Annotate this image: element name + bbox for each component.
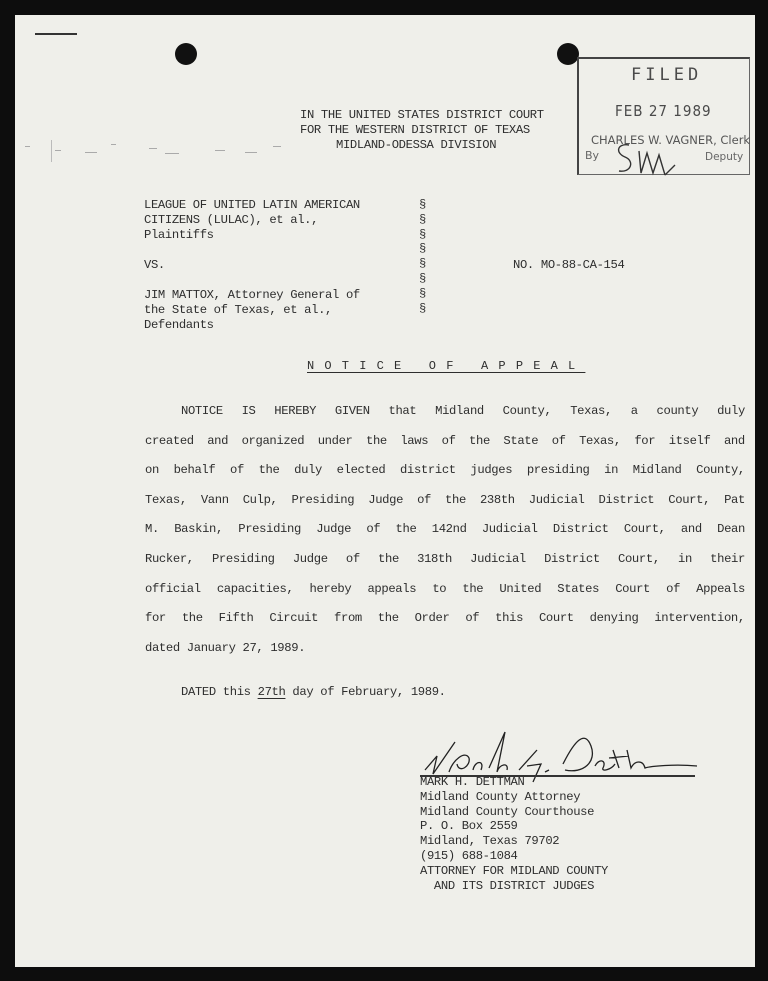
body-word: Culp, (242, 492, 278, 507)
filed-stamp-title: FILED (631, 65, 703, 85)
body-word: Court, (668, 492, 711, 507)
body-word: and (207, 433, 229, 448)
sig-line: MARK H. DETTMAN (420, 775, 525, 789)
body-word: Presiding (238, 522, 301, 537)
body-line (145, 404, 745, 434)
body-word: M. (145, 522, 159, 537)
document-page (15, 15, 755, 967)
body-word: and (723, 433, 745, 448)
caption-line: VS. (144, 258, 165, 272)
caption-line: the State of Texas, et al., (144, 303, 333, 317)
section-symbol: § (419, 301, 426, 316)
body-word: Judicial (481, 522, 538, 537)
sig-line: ATTORNEY FOR MIDLAND COUNTY (420, 863, 609, 878)
body-word: 318th (417, 551, 452, 566)
body-line: dated January 27, 1989. (145, 640, 306, 655)
section-symbol: § (419, 242, 426, 257)
body-word: Midland (632, 463, 682, 478)
body-word: Circuit (269, 611, 319, 626)
dated-prefix: DATED this (181, 685, 258, 699)
body-word: presiding (526, 463, 590, 478)
court-header-line3: MIDLAND-ODESSA DIVISION (336, 138, 497, 152)
sig-line: Midland County Attorney (420, 789, 581, 804)
body-word: 142nd (431, 522, 467, 537)
body-word: hereby (309, 581, 352, 596)
body-word: Midland (435, 404, 484, 418)
body-word: the (181, 611, 203, 626)
caption-line: LEAGUE OF UNITED LATIN AMERICAN (144, 198, 360, 212)
filed-stamp (577, 57, 750, 175)
body-line (145, 552, 745, 582)
body-word: in (678, 551, 692, 566)
sig-line: AND ITS DISTRICT JUDGES (420, 878, 595, 893)
body-word: Judge (368, 492, 404, 507)
punch-hole-right (557, 43, 579, 65)
section-symbol-column (419, 198, 426, 316)
caption-line: CITIZENS (LULAC), et al., (144, 213, 319, 227)
body-word: Presiding (291, 492, 355, 507)
punch-hole-left (175, 43, 197, 65)
body-word: IS (241, 404, 256, 418)
dated-day: 27th (257, 685, 286, 699)
body-word: district (400, 463, 456, 478)
body-word: behalf (173, 463, 216, 478)
section-symbol: § (419, 198, 426, 212)
caption-line: Defendants (144, 318, 214, 332)
filed-stamp-date: FEB 27 1989 (615, 102, 712, 120)
body-word: Judicial (528, 492, 585, 507)
body-word: duly (294, 463, 322, 478)
case-number: NO. MO-88-CA-154 (513, 258, 625, 272)
body-word: NOTICE (181, 404, 223, 418)
body-word: this (495, 611, 524, 626)
body-word: of (441, 433, 456, 448)
body-word: Court, (618, 551, 660, 566)
body-word: from (334, 611, 362, 626)
body-word: the (462, 581, 484, 596)
caption-line: JIM MATTOX, Attorney General of (144, 288, 360, 302)
body-word: District (598, 492, 655, 507)
dated-suffix: day of February, 1989. (285, 685, 446, 699)
body-word: intervention, (654, 611, 745, 626)
body-word: Court (615, 581, 651, 596)
body-word: Appeals (696, 581, 745, 596)
body-word: Texas, (579, 433, 621, 448)
body-word: of (230, 463, 244, 478)
body-word: organized (241, 433, 305, 448)
body-word: Dean (717, 522, 745, 537)
body-word: duly (717, 404, 745, 418)
body-word: Court (538, 611, 574, 626)
body-line (145, 434, 745, 464)
body-word: appeals (367, 581, 417, 596)
body-word: the (377, 611, 399, 626)
body-word: the (378, 551, 399, 566)
sig-line: (915) 688-1084 (420, 848, 518, 863)
filed-stamp-deputy: Deputy (705, 151, 744, 163)
body-word: 238th (479, 492, 515, 507)
body-word: to (432, 581, 447, 596)
body-word: GIVEN (334, 404, 370, 418)
body-word: State (503, 433, 539, 448)
scan-noise (15, 140, 305, 170)
body-word: official (145, 581, 201, 596)
document-title: NOTICE OF APPEAL (307, 359, 586, 373)
body-word: itself (668, 433, 711, 448)
body-word: County, (502, 404, 552, 418)
signature-block (420, 775, 608, 893)
body-line (145, 463, 745, 493)
body-word: elected (336, 463, 386, 478)
section-symbol: § (419, 212, 426, 227)
body-word: capacities, (216, 581, 294, 596)
body-word: of (666, 581, 681, 596)
body-line (145, 493, 745, 523)
caption-line (144, 243, 360, 258)
body-word: created (145, 433, 194, 448)
sig-line: Midland, Texas 79702 (420, 834, 560, 849)
body-word: the (395, 522, 417, 537)
body-word: a (630, 404, 638, 418)
body-word: in (604, 463, 619, 478)
filed-stamp-by: By (585, 149, 600, 162)
body-word: HEREBY (274, 404, 317, 418)
body-word: Pat (724, 492, 745, 507)
section-symbol: § (419, 257, 426, 272)
body-word: of (366, 522, 381, 537)
body-word: Presiding (211, 551, 275, 566)
body-word: denying (589, 611, 639, 626)
body-word: of (345, 551, 360, 566)
body-line (145, 611, 745, 641)
sig-line: P. O. Box 2559 (420, 819, 518, 834)
body-word: of (551, 433, 566, 448)
body-word: States (557, 581, 600, 596)
body-word: Court, (623, 522, 666, 537)
body-word: of (417, 492, 432, 507)
body-word: on (145, 463, 159, 478)
case-caption-parties (144, 198, 360, 333)
body-word: Fifth (218, 611, 254, 626)
dated-line (181, 685, 446, 699)
body-line (145, 522, 745, 552)
body-word: judges (470, 463, 513, 478)
pen-mark (35, 33, 77, 35)
body-word: Judge (292, 551, 328, 566)
body-word: Rucker, (145, 551, 194, 566)
body-word: the (365, 433, 387, 448)
notice-body (145, 404, 745, 670)
section-symbol: § (419, 227, 426, 242)
body-word: Order (414, 611, 450, 626)
section-symbol: § (419, 271, 426, 286)
body-word: Texas, (145, 492, 187, 507)
body-word: the (445, 492, 466, 507)
deputy-initials-signature-icon (609, 139, 689, 179)
court-header-line1: IN THE UNITED STATES DISTRICT COURT (300, 108, 544, 122)
body-word: under (317, 433, 353, 448)
body-word: Vann (200, 492, 229, 507)
body-word: County, (696, 463, 745, 478)
court-header-line2: FOR THE WESTERN DISTRICT OF TEXAS (300, 123, 530, 137)
section-symbol: § (419, 286, 426, 301)
body-word: Baskin, (174, 522, 223, 537)
body-word: for (145, 611, 166, 626)
body-word: laws (400, 433, 429, 448)
caption-line (144, 273, 360, 288)
body-word: that (388, 404, 417, 418)
body-word: for (634, 433, 656, 448)
body-word: United (499, 581, 542, 596)
caption-line: Plaintiffs (144, 228, 214, 242)
sig-line: Midland County Courthouse (420, 804, 595, 819)
body-word: the (469, 433, 490, 448)
body-word: of (465, 611, 480, 626)
body-word: the (258, 463, 280, 478)
court-header (285, 108, 585, 153)
body-word: Judge (316, 522, 352, 537)
filed-stamp-clerk: CHARLES W. VAGNER, Clerk (591, 133, 751, 147)
body-word: Texas, (570, 404, 612, 418)
body-word: county (656, 404, 699, 418)
body-word: their (710, 551, 745, 566)
body-word: and (680, 522, 702, 537)
body-word: District (544, 551, 600, 566)
body-word: Judicial (470, 551, 526, 566)
body-word: District (552, 522, 609, 537)
body-line (145, 582, 745, 612)
